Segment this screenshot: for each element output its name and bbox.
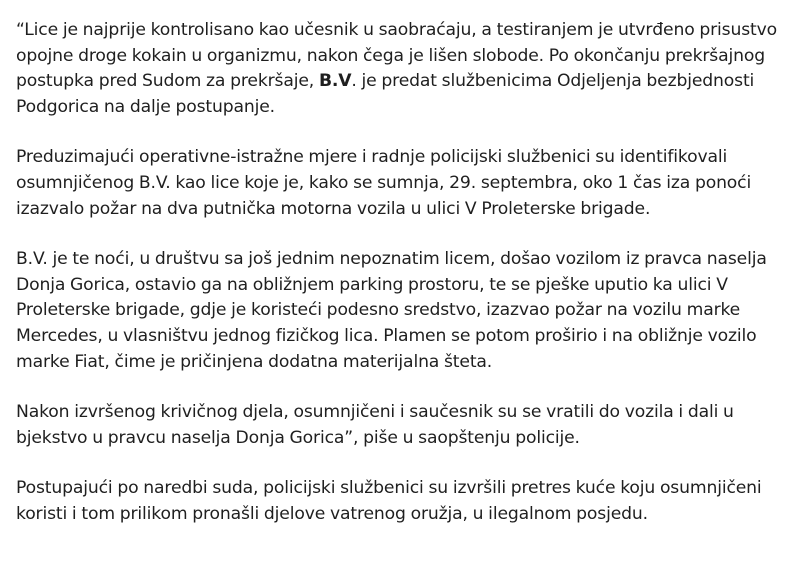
paragraph-house-search: Postupajući po naredbi suda, policijski službenici su izvršili pretres kuće koju osumnjičeni koristi i tom prilikom pronašli djelove vatrenog oružja, u ilegalnom posjedu. [16, 478, 762, 524]
paragraph-arrest-text-end: . je predat službenicima Odjeljenja bezbjednosti Podgorica na dalje postupanje. [16, 71, 755, 117]
paragraph-arson-details: B.V. je te noći, u društvu sa još jednim nepoznatim licem, došao vozilom iz pravca naselja Donja Gorica, ostavio ga na obližnjem parking prostoru, te se pješke uputio ka ulici V Proleterske brigade, gdje je koristeći podesno sredstvo, izazvao požar na vozilu marke Mercedes, u vlasništvu jednog fizičkog lica. Plamen se potom proširio i na obližnje vozilo marke Fiat, čime je pričinjena dodatna materijalna šteta. [16, 249, 767, 372]
article-body [16, 18, 792, 553]
paragraph-identification: Preduzimajući operativne-istražne mjere i radnje policijski službenici su identifikovali osumnjičenog B.V. kao lice koje je, kako se sumnja, 29. septembra, oko 1 čas iza ponoći izazvalo požar na dva putnička motorna vozila u ulici V Proleterske brigade. [16, 147, 752, 219]
paragraph-escape: Nakon izvršenog krivičnog djela, osumnjičeni i saučesnik su se vratili do vozila i dali u bjekstvo u pravcu naselja Donja Gorica”, piše u saopštenju policije. [16, 402, 734, 448]
paragraph-arrest [16, 18, 792, 120]
suspect-initials: B.V [318, 71, 352, 92]
paragraph-arrest-text-start: “Lice je najprije kontrolisano kao učesnik u saobraćaju, a testiranjem je utvrđeno prisustvo opojne droge kokain u organizmu, nakon čega je lišen slobode. Po okončanju prekršajnog postupka pred Sudom za prekršaje, [16, 20, 778, 92]
